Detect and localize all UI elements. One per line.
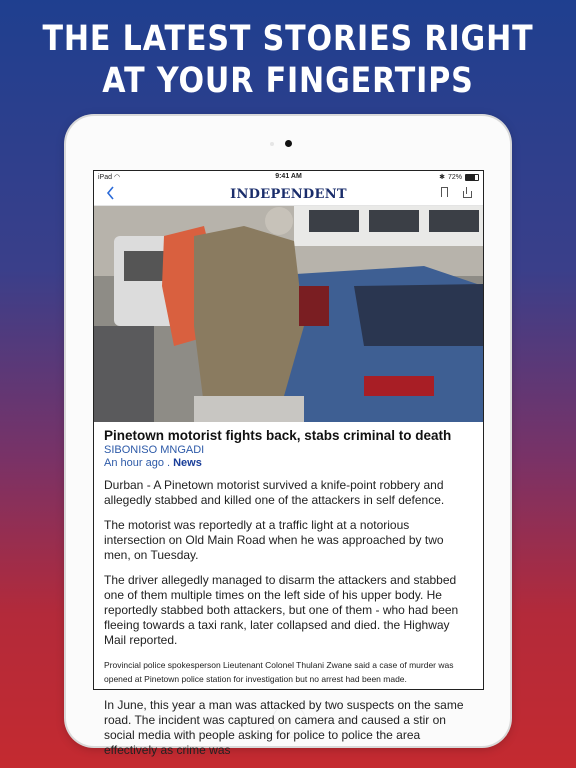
app-screen <box>93 170 484 757</box>
article-author[interactable]: SIBONISO MNGADI <box>104 444 205 456</box>
bookmark-icon <box>441 187 448 197</box>
front-camera <box>285 140 292 147</box>
battery-fill <box>466 175 475 180</box>
article-paragraph: In June, this year a man was attacked by two suspects on the same road. The incident was captured on camera and caused a stir on social media with people asking for police to police the area effectively as crime was <box>104 698 464 757</box>
logo-text: INDEPENDENT <box>230 187 347 202</box>
wifi-icon: ◠ <box>113 174 121 181</box>
bluetooth-icon: ✱ <box>439 174 445 181</box>
nav-actions <box>441 187 473 199</box>
share-arrow <box>466 187 467 194</box>
promo-headline <box>40 18 535 102</box>
nav-bar <box>94 183 483 206</box>
share-icon <box>463 191 472 198</box>
article-paragraph: The driver allegedly managed to disarm the attackers and stabbed one of them multiple times on the left side of his upper body. He reportedly stabbed both attackers, but one of them - who had been fleeing towards a taxi rank, later collapsed and died. the Highway Mail reported. <box>104 573 459 647</box>
status-time: 9:41 AM <box>275 173 302 180</box>
article-section-link[interactable]: News <box>173 457 202 469</box>
battery-percent: 72% <box>447 173 462 181</box>
promo-headline-line2: AT YOUR FINGERTIPS <box>102 61 474 101</box>
ambient-sensor <box>270 142 274 146</box>
article-time-ago: An hour ago <box>104 457 164 469</box>
meta-separator: . <box>163 457 174 469</box>
share-button[interactable] <box>463 187 473 199</box>
hero-photo-illustration <box>94 206 483 422</box>
status-bar <box>94 171 483 183</box>
article-title: Pinetown motorist fights back, stabs criminal to death <box>104 428 452 443</box>
article-meta <box>104 457 473 470</box>
promo-headline-line1: THE LATEST STORIES RIGHT <box>42 19 534 59</box>
status-right <box>439 173 479 181</box>
article-paragraph: The motorist was reportedly at a traffic light at a notorious intersection on Old Main Road when he was approached by two men, on Tuesday. <box>104 518 444 562</box>
publication-logo[interactable] <box>94 187 483 202</box>
bookmark-button[interactable] <box>441 187 451 199</box>
article-paragraph: Provincial police spokesperson Lieutenant Colonel Thulani Zwane said a case of murder was opened at Pinetown police station for investigation but no arrest had been made. <box>104 660 454 684</box>
article-body <box>94 422 483 758</box>
article-hero-image[interactable] <box>94 206 483 422</box>
article-paragraph: Durban - A Pinetown motorist survived a knife-point robbery and allegedly stabbed and killed one of the attackers in self defence. <box>104 478 445 507</box>
device-label: iPad <box>98 174 113 181</box>
battery-icon <box>465 174 479 181</box>
